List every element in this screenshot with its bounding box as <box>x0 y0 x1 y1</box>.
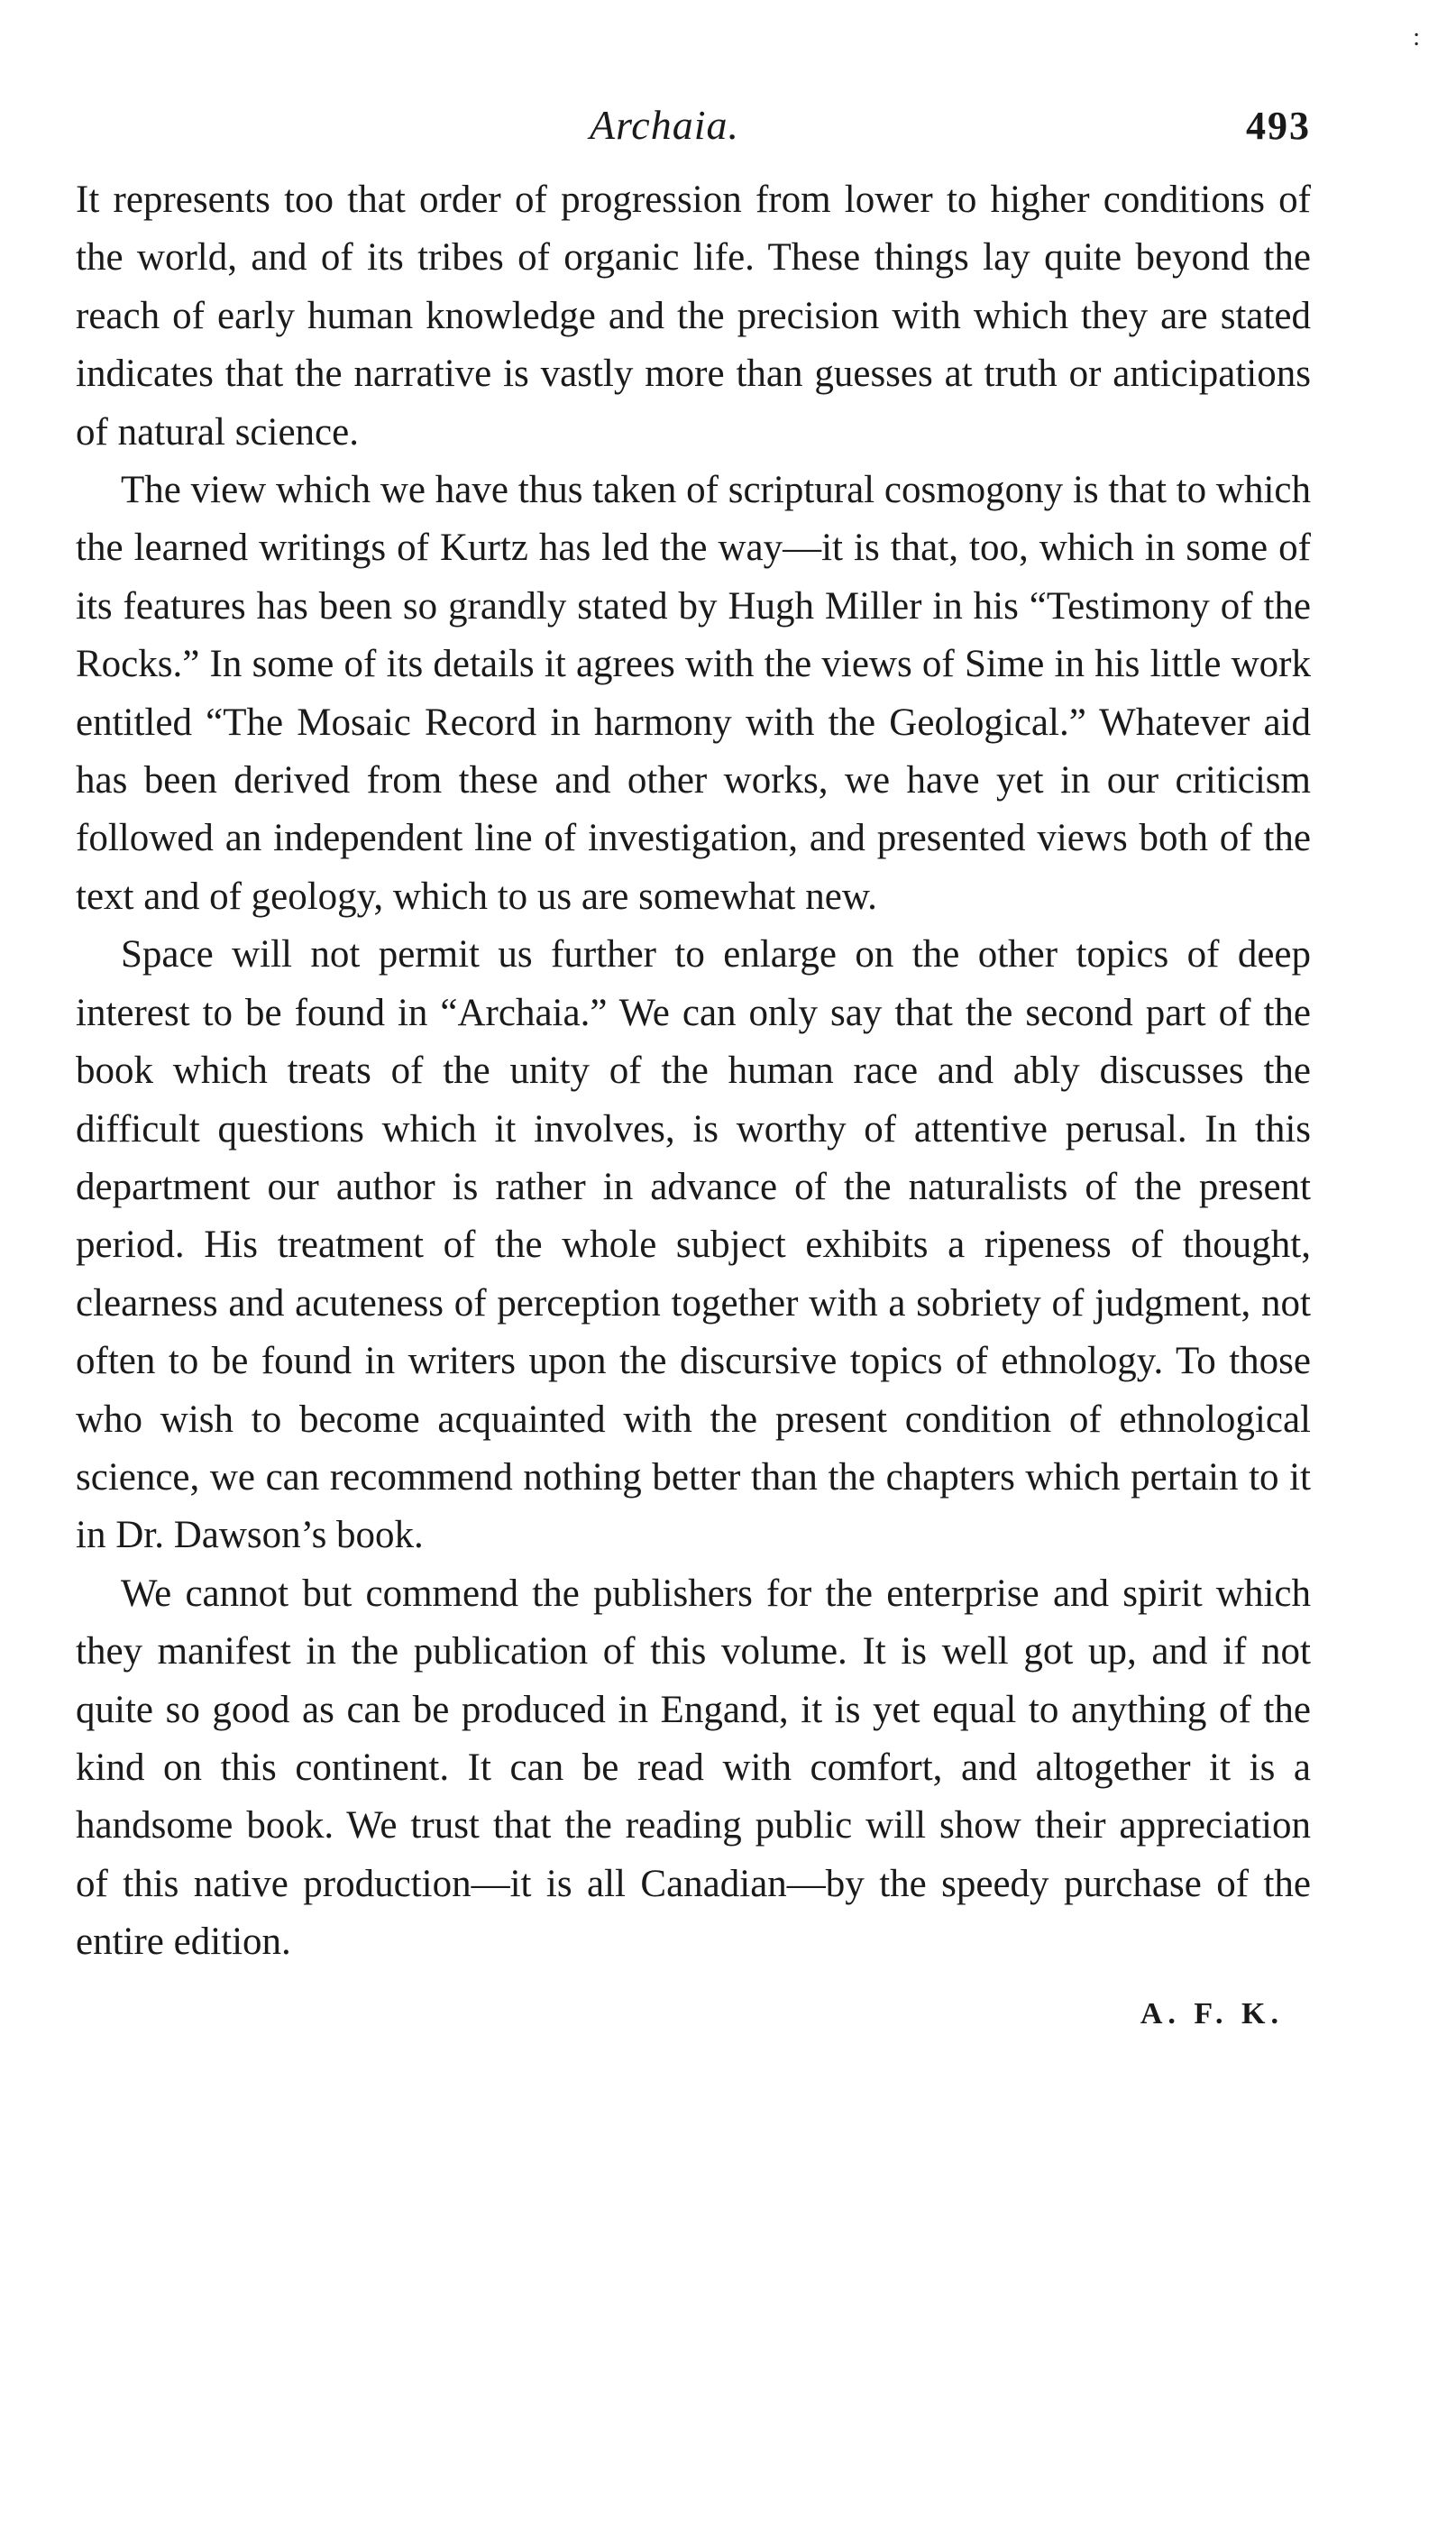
author-signature: A. F. K. <box>1140 1996 1284 2031</box>
margin-mark: : <box>1413 23 1420 51</box>
body-text <box>76 171 1311 1972</box>
paragraph-2: The view which we have thus taken of scriptural cosmogony is that to which the learned writings of Kurtz has led the way—it is that, too, which in some of its features has been so grandly stated by Hugh Miller in his “Testimony of the Rocks.” In some of its details it agrees with the views of Sime in his little work entitled “The Mosaic Record in harmony with the Geological.” Whatever aid has been derived from these and other works, we have yet in our criticism followed an independent line of investigation, and presented views both of the text and of geology, which to us are somewhat new. <box>76 469 1311 918</box>
book-page <box>76 90 1311 2031</box>
paragraph-4: We cannot but commend the publishers for the enterprise and spirit which they manifest in the publication of this volume. It is well got up, and if not quite so good as can be produced in Engand, it is yet equal to anything of the kind on this continent. It can be read with comfort, and altogether it is a handsome book. We trust that the reading public will show their appreciation of this native production—it is all Canadian—by the speedy purchase of the entire edition. <box>76 1572 1311 1964</box>
running-title: Archaia. <box>590 102 739 148</box>
page-number: 493 <box>1246 104 1311 148</box>
paragraph-1: It represents too that order of progression from lower to higher conditions of the world, and of its tribes of organic life. These things lay quite beyond the reach of early human knowledge and the precision with which they are stated indicates that the narrative is vastly more than guesses at truth or anticipations of natural science. <box>76 179 1311 454</box>
running-head <box>76 90 1311 171</box>
paragraph-3: Space will not permit us further to enlarge on the other topics of deep interest to be found in “Archaia.” We can only say that the second part of the book which treats of the unity of the human race and ably discusses the difficult questions which it involves, is worthy of attentive perusal. In this department our author is rather in advance of the naturalists of the present period. His treatment of the whole subject exhibits a ripeness of thought, clearness and acuteness of perception together with a sobriety of judgment, not often to be found in writers upon the discursive topics of ethnology. To those who wish to become acquainted with the present condition of ethnological science, we can recommend nothing better than the chapters which pertain to it in Dr. Dawson’s book. <box>76 933 1311 1557</box>
